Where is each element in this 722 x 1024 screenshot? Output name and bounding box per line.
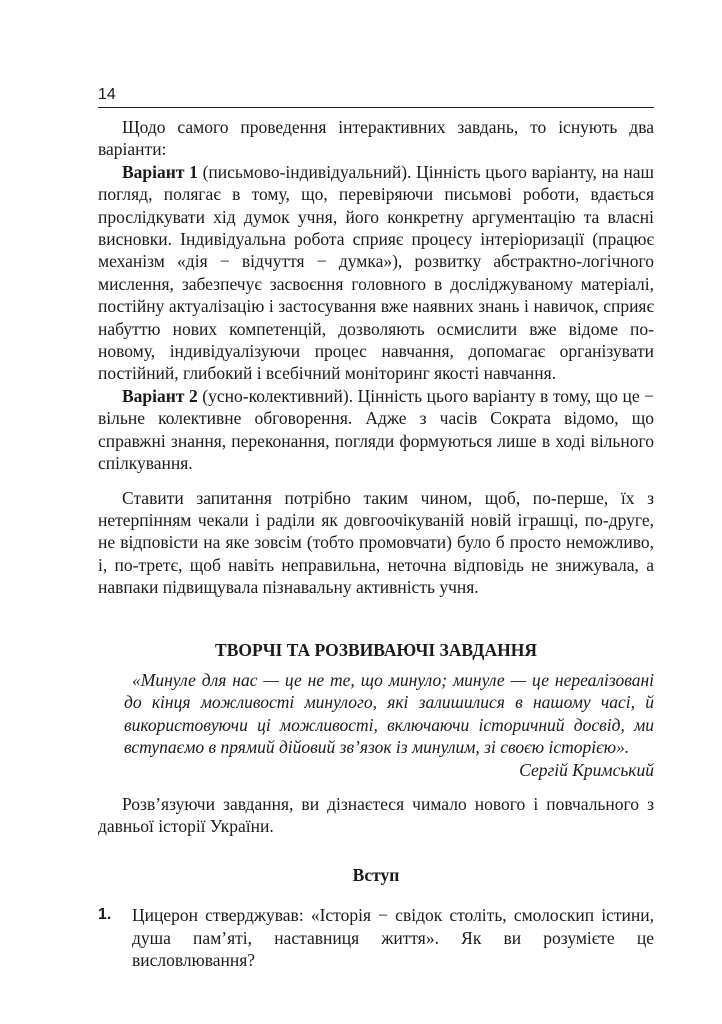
- section-title: ТВОРЧІ ТА РОЗВИВАЮЧІ ЗАВДАННЯ: [215, 639, 537, 660]
- header-rule: [98, 107, 654, 108]
- variant2-paragraph: [98, 385, 654, 475]
- variant1-paragraph: [98, 161, 654, 385]
- variant1-label: Варіант 1: [122, 161, 198, 182]
- epigraph-author: Сергій Кримський: [519, 759, 654, 780]
- questions-paragraph: Ставити запитання потрібно таким чином, щоб, по-перше, їх з нетерпінням чекали і раділи як довгоочікуваній новій іграшці, по-друге, не відповісти на яке зовсім (тобто промовчати) було б просто неможливо, і, по-третє, щоб навіть неправильна, неточна відповідь не знижувала, а навпаки підвищувала пізнавальну активність учня.: [98, 487, 654, 598]
- task-item: [98, 904, 654, 971]
- task-number: 1.: [98, 906, 112, 924]
- intro-paragraph: Щодо самого проведення інтерактивних завдань, то існують два варіанти:: [98, 117, 654, 160]
- page-number: 14: [98, 86, 116, 103]
- section-lead-paragraph: Розв’язуючи завдання, ви дізнаєтеся чимало нового і повчального з давньої історії України.: [98, 793, 654, 837]
- variant2-label: Варіант 2: [122, 385, 198, 406]
- variant2-text: (усно-колективний). Цінність цього варіанту в тому, що це − вільне колективне обговорення. Адже з часів Сократа відомо, що справжні знання, переконання, погляди формуються лише в ході вільного спілкування.: [98, 385, 654, 474]
- epigraph-quote: «Минуле для нас — це не те, що минуло; минуле — це нереалізовані до кінця можливості минулого, які залишилися в нашому часі, й використовуючи ці можливості, включаючи історичний досвід, ми вступаємо в прямий дійовий зв’язок із минулим, зі своєю історією».: [124, 669, 654, 758]
- task-text: Цицерон стверджував: «Історія − свідок століть, смолоскип істини, душа пам’яті, наставниця життя». Як ви розумієте це висловлювання?: [132, 905, 654, 970]
- epigraph: [124, 669, 654, 781]
- page-content: [98, 116, 654, 971]
- subsection-title: Вступ: [352, 864, 400, 885]
- variant1-text: (письмово-індивідуальний). Цінність цього варіанту, на наш погляд, полягає в тому, що, перевіряючи письмові роботи, вдається прослідкувати хід думок учня, його конкретну аргументацію та власні висновки. Індивідуальна робота сприяє процесу інтеріоризації (працює механізм «дія − відчуття − думка»), розвитку абстрактно-логічного мислення, забезпечує засвоєння головного в досліджуваному матеріалі, постійну актуалізацію і застосування вже наявних знань і навичок, сприяє набуттю нових компетенцій, дозволяють осмислити вже відоме по-новому, індивідуалізуючи процес навчання, допомагає організувати постійний, глибокий і всебічний моніторинг якості навчання.: [98, 161, 654, 384]
